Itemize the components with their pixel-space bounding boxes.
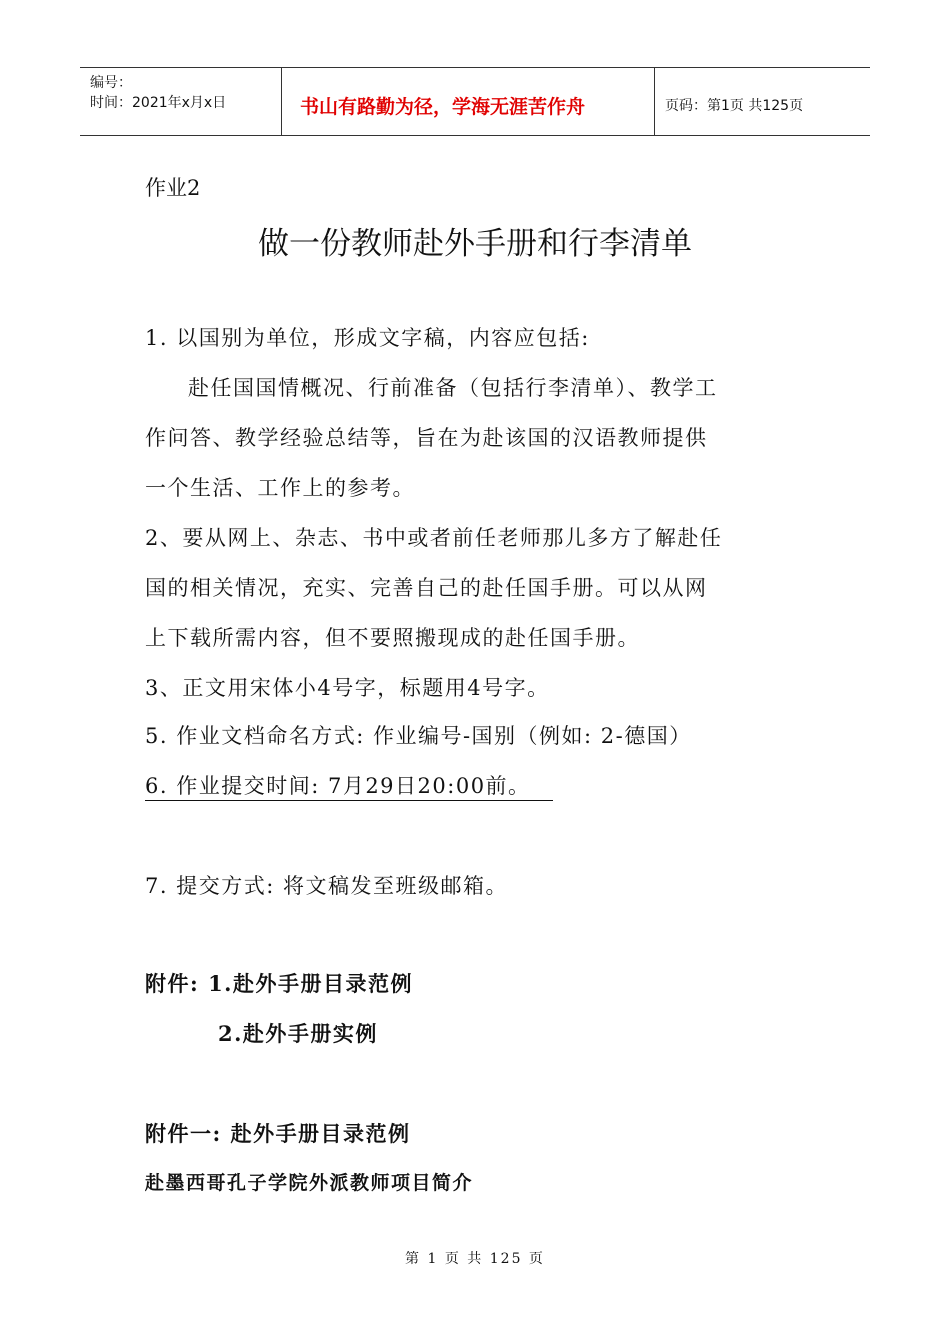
item-3: 3、正文用宋体小4号字，标题用4号字。	[145, 676, 550, 700]
header-meta-cell	[80, 68, 282, 135]
item-1-line-4: 一个生活、工作上的参考。	[145, 476, 415, 500]
attachment-one-heading: 附件一: 赴外手册目录范例	[145, 1121, 411, 1146]
item-2-line-1: 2、要从网上、杂志、书中或者前任老师那儿多方了解赴任	[145, 526, 723, 550]
header-motto-cell	[282, 68, 655, 135]
header-page-cell	[655, 68, 870, 135]
item-1: 1. 以国别为单位，形成文字稿，内容应包括:	[145, 326, 590, 350]
page-code: 页码：第1页 共125页	[665, 98, 804, 114]
item-7: 7. 提交方式: 将文稿发至班级邮箱。	[145, 874, 508, 898]
page-title: 做一份教师赴外手册和行李清单	[258, 226, 692, 262]
item-6: 6. 作业提交时间: 7月29日20:00前。	[145, 774, 553, 801]
page-footer: 第 1 页 共 125 页	[405, 1251, 545, 1267]
attachments-line-2: 2.赴外手册实例	[218, 1021, 378, 1046]
motto: 书山有路勤为径，学海无涯苦作舟	[300, 96, 586, 118]
item-1-line-2: 赴任国国情概况、行前准备（包括行李清单）、教学工	[188, 376, 718, 400]
item-1-line-3: 作问答、教学经验总结等，旨在为赴该国的汉语教师提供	[145, 426, 708, 450]
item-2-line-2: 国的相关情况，充实、完善自己的赴任国手册。可以从网	[145, 576, 708, 600]
attachment-one-subheading: 赴墨西哥孔子学院外派教师项目简介	[145, 1172, 474, 1194]
header-table	[80, 67, 870, 136]
attachments-line-1: 附件: 1.赴外手册目录范例	[145, 971, 413, 996]
item-5: 5. 作业文档命名方式: 作业编号-国别（例如: 2-德国）	[145, 724, 692, 748]
item-2-line-3: 上下载所需内容，但不要照搬现成的赴任国手册。	[145, 626, 640, 650]
date-line: 时间：2021年x月x日	[90, 95, 227, 111]
number-label: 编号：	[90, 75, 132, 91]
assignment-label: 作业2	[145, 176, 201, 200]
